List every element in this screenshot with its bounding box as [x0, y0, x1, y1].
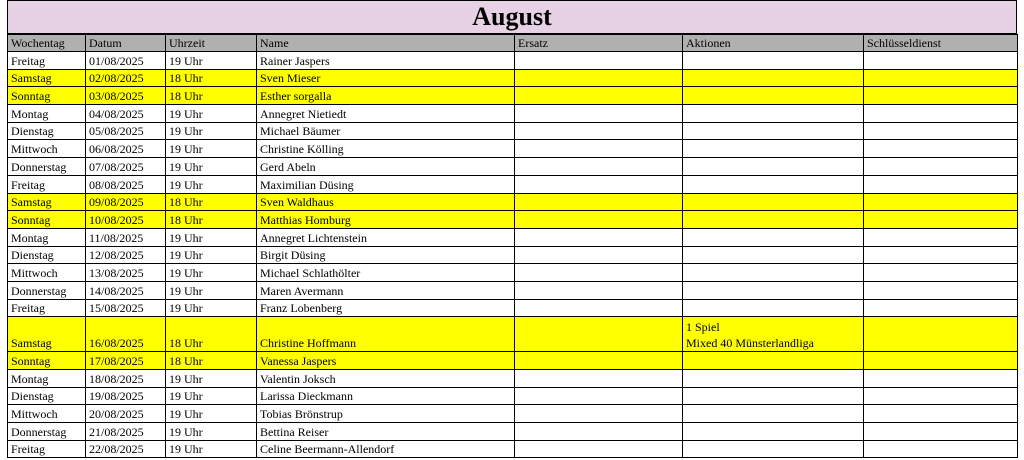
cell-aktionen[interactable] — [683, 264, 864, 282]
cell-name[interactable]: Larissa Dieckmann — [257, 387, 515, 405]
cell-schluesseldienst[interactable] — [864, 317, 1018, 352]
cell-schluesseldienst[interactable] — [864, 211, 1018, 229]
cell-aktionen[interactable] — [683, 405, 864, 423]
cell-datum[interactable]: 13/08/2025 — [86, 264, 166, 282]
cell-wochentag[interactable]: Montag — [8, 228, 86, 246]
cell-aktionen[interactable] — [683, 140, 864, 158]
cell-ersatz[interactable] — [515, 175, 683, 193]
cell-ersatz[interactable] — [515, 317, 683, 352]
table-row — [8, 423, 1018, 441]
cell-name[interactable]: Rainer Jaspers — [257, 52, 515, 70]
table-row — [8, 122, 1018, 140]
cell-ersatz[interactable] — [515, 246, 683, 264]
cell-wochentag[interactable]: Sonntag — [8, 87, 86, 105]
cell-wochentag[interactable]: Mittwoch — [8, 140, 86, 158]
cell-wochentag[interactable]: Freitag — [8, 299, 86, 317]
cell-ersatz[interactable] — [515, 69, 683, 87]
cell-datum[interactable]: 22/08/2025 — [86, 440, 166, 458]
cell-schluesseldienst[interactable] — [864, 352, 1018, 370]
cell-wochentag[interactable]: Samstag — [8, 69, 86, 87]
cell-schluesseldienst[interactable] — [864, 246, 1018, 264]
cell-name[interactable]: Tobias Brönstrup — [257, 405, 515, 423]
cell-ersatz[interactable] — [515, 299, 683, 317]
cell-ersatz[interactable] — [515, 105, 683, 123]
cell-schluesseldienst[interactable] — [864, 158, 1018, 176]
cell-aktionen[interactable] — [683, 211, 864, 229]
cell-name[interactable]: Vanessa Jaspers — [257, 352, 515, 370]
table-row — [8, 370, 1018, 388]
cell-ersatz[interactable] — [515, 387, 683, 405]
cell-aktionen[interactable] — [683, 370, 864, 388]
cell-aktionen[interactable] — [683, 246, 864, 264]
cell-name[interactable]: Michael Bäumer — [257, 122, 515, 140]
cell-aktionen[interactable] — [683, 423, 864, 441]
cell-uhrzeit[interactable]: 18 Uhr — [166, 317, 257, 352]
cell-name[interactable]: Maren Avermann — [257, 281, 515, 299]
header-datum[interactable]: Datum — [86, 35, 166, 52]
table-row — [8, 175, 1018, 193]
cell-wochentag[interactable]: Donnerstag — [8, 423, 86, 441]
cell-uhrzeit[interactable]: 19 Uhr — [166, 370, 257, 388]
cell-schluesseldienst[interactable] — [864, 405, 1018, 423]
cell-name[interactable]: Birgit Düsing — [257, 246, 515, 264]
cell-name[interactable]: Bettina Reiser — [257, 423, 515, 441]
table-row — [8, 140, 1018, 158]
cell-ersatz[interactable] — [515, 281, 683, 299]
cell-uhrzeit[interactable]: 19 Uhr — [166, 158, 257, 176]
table-row — [8, 352, 1018, 370]
cell-schluesseldienst[interactable] — [864, 299, 1018, 317]
cell-ersatz[interactable] — [515, 405, 683, 423]
cell-uhrzeit[interactable]: 19 Uhr — [166, 140, 257, 158]
cell-wochentag[interactable]: Freitag — [8, 440, 86, 458]
table-row — [8, 211, 1018, 229]
cell-datum[interactable]: 03/08/2025 — [86, 87, 166, 105]
cell-uhrzeit[interactable]: 19 Uhr — [166, 175, 257, 193]
table-row — [8, 87, 1018, 105]
cell-datum[interactable]: 01/08/2025 — [86, 52, 166, 70]
cell-wochentag[interactable]: Freitag — [8, 52, 86, 70]
cell-schluesseldienst[interactable] — [864, 140, 1018, 158]
cell-aktionen[interactable] — [683, 352, 864, 370]
cell-schluesseldienst[interactable] — [864, 87, 1018, 105]
cell-name[interactable]: Matthias Homburg — [257, 211, 515, 229]
cell-uhrzeit[interactable]: 18 Uhr — [166, 87, 257, 105]
table-row — [8, 317, 1018, 352]
cell-uhrzeit[interactable]: 19 Uhr — [166, 423, 257, 441]
cell-datum[interactable]: 05/08/2025 — [86, 122, 166, 140]
cell-name[interactable]: Sven Waldhaus — [257, 193, 515, 211]
cell-datum[interactable]: 20/08/2025 — [86, 405, 166, 423]
cell-uhrzeit[interactable]: 18 Uhr — [166, 352, 257, 370]
cell-datum[interactable]: 15/08/2025 — [86, 299, 166, 317]
cell-uhrzeit[interactable]: 19 Uhr — [166, 52, 257, 70]
cell-ersatz[interactable] — [515, 193, 683, 211]
header-wochentag[interactable]: Wochentag — [8, 35, 86, 52]
cell-schluesseldienst[interactable] — [864, 69, 1018, 87]
cell-wochentag[interactable]: Dienstag — [8, 122, 86, 140]
cell-uhrzeit[interactable]: 19 Uhr — [166, 299, 257, 317]
cell-ersatz[interactable] — [515, 228, 683, 246]
cell-uhrzeit[interactable]: 19 Uhr — [166, 440, 257, 458]
header-ersatz[interactable]: Ersatz — [515, 35, 683, 52]
table-row — [8, 52, 1018, 70]
cell-wochentag[interactable]: Mittwoch — [8, 405, 86, 423]
cell-ersatz[interactable] — [515, 52, 683, 70]
schedule-table — [7, 34, 1018, 458]
cell-datum[interactable]: 04/08/2025 — [86, 105, 166, 123]
header-name[interactable]: Name — [257, 35, 515, 52]
cell-ersatz[interactable] — [515, 264, 683, 282]
cell-aktionen[interactable] — [683, 440, 864, 458]
cell-schluesseldienst[interactable] — [864, 122, 1018, 140]
cell-ersatz[interactable] — [515, 122, 683, 140]
cell-datum[interactable]: 02/08/2025 — [86, 69, 166, 87]
header-uhrzeit[interactable]: Uhrzeit — [166, 35, 257, 52]
cell-uhrzeit[interactable]: 19 Uhr — [166, 228, 257, 246]
cell-uhrzeit[interactable]: 18 Uhr — [166, 69, 257, 87]
cell-wochentag[interactable]: Dienstag — [8, 246, 86, 264]
cell-schluesseldienst[interactable] — [864, 52, 1018, 70]
cell-name[interactable]: Christine Hoffmann — [257, 317, 515, 352]
cell-datum[interactable]: 10/08/2025 — [86, 211, 166, 229]
cell-ersatz[interactable] — [515, 158, 683, 176]
cell-schluesseldienst[interactable] — [864, 193, 1018, 211]
aktion-line: Mixed 40 Münsterlandliga — [686, 336, 814, 351]
cell-ersatz[interactable] — [515, 440, 683, 458]
cell-aktionen[interactable] — [683, 387, 864, 405]
header-schluesseldienst[interactable]: Schlüsseldienst — [864, 35, 1018, 52]
schedule-sheet — [7, 0, 1017, 458]
table-row — [8, 69, 1018, 87]
cell-schluesseldienst[interactable] — [864, 264, 1018, 282]
cell-uhrzeit[interactable]: 19 Uhr — [166, 264, 257, 282]
month-title: August — [472, 2, 552, 31]
table-row — [8, 299, 1018, 317]
cell-wochentag[interactable]: Sonntag — [8, 211, 86, 229]
cell-datum[interactable]: 11/08/2025 — [86, 228, 166, 246]
cell-name[interactable]: Valentin Joksch — [257, 370, 515, 388]
cell-schluesseldienst[interactable] — [864, 370, 1018, 388]
cell-datum[interactable]: 06/08/2025 — [86, 140, 166, 158]
cell-ersatz[interactable] — [515, 140, 683, 158]
cell-aktionen[interactable] — [683, 281, 864, 299]
cell-wochentag[interactable]: Samstag — [8, 193, 86, 211]
cell-datum[interactable]: 18/08/2025 — [86, 370, 166, 388]
cell-schluesseldienst[interactable] — [864, 387, 1018, 405]
cell-uhrzeit[interactable]: 19 Uhr — [166, 405, 257, 423]
cell-name[interactable]: Michael Schlathölter — [257, 264, 515, 282]
cell-wochentag[interactable]: Donnerstag — [8, 281, 86, 299]
cell-datum[interactable]: 21/08/2025 — [86, 423, 166, 441]
cell-ersatz[interactable] — [515, 211, 683, 229]
cell-wochentag[interactable]: Samstag — [8, 317, 86, 352]
cell-schluesseldienst[interactable] — [864, 440, 1018, 458]
schedule-body — [8, 52, 1018, 458]
table-row — [8, 440, 1018, 458]
cell-schluesseldienst[interactable] — [864, 228, 1018, 246]
header-aktionen[interactable]: Aktionen — [683, 35, 864, 52]
cell-wochentag[interactable]: Montag — [8, 105, 86, 123]
cell-aktionen[interactable] — [683, 317, 864, 352]
cell-aktionen[interactable] — [683, 52, 864, 70]
cell-schluesseldienst[interactable] — [864, 281, 1018, 299]
table-row — [8, 387, 1018, 405]
cell-ersatz[interactable] — [515, 352, 683, 370]
cell-wochentag[interactable]: Sonntag — [8, 352, 86, 370]
cell-aktionen[interactable] — [683, 87, 864, 105]
cell-aktionen[interactable] — [683, 299, 864, 317]
cell-uhrzeit[interactable]: 18 Uhr — [166, 193, 257, 211]
cell-wochentag[interactable]: Donnerstag — [8, 158, 86, 176]
cell-schluesseldienst[interactable] — [864, 105, 1018, 123]
cell-uhrzeit[interactable]: 19 Uhr — [166, 387, 257, 405]
cell-name[interactable]: Maximilian Düsing — [257, 175, 515, 193]
cell-datum[interactable]: 16/08/2025 — [86, 317, 166, 352]
table-row — [8, 228, 1018, 246]
table-row — [8, 246, 1018, 264]
cell-datum[interactable]: 08/08/2025 — [86, 175, 166, 193]
table-row — [8, 158, 1018, 176]
table-row — [8, 193, 1018, 211]
cell-wochentag[interactable]: Mittwoch — [8, 264, 86, 282]
cell-name[interactable]: Celine Beermann-Allendorf — [257, 440, 515, 458]
cell-aktionen[interactable] — [683, 175, 864, 193]
cell-wochentag[interactable]: Montag — [8, 370, 86, 388]
cell-name[interactable]: Annegret Nietiedt — [257, 105, 515, 123]
cell-uhrzeit[interactable]: 19 Uhr — [166, 105, 257, 123]
cell-ersatz[interactable] — [515, 370, 683, 388]
month-title-bar — [7, 0, 1017, 34]
cell-aktionen[interactable] — [683, 105, 864, 123]
table-row — [8, 281, 1018, 299]
cell-datum[interactable]: 12/08/2025 — [86, 246, 166, 264]
cell-wochentag[interactable]: Freitag — [8, 175, 86, 193]
cell-datum[interactable]: 14/08/2025 — [86, 281, 166, 299]
cell-uhrzeit[interactable]: 19 Uhr — [166, 122, 257, 140]
cell-name[interactable]: Annegret Lichtenstein — [257, 228, 515, 246]
cell-uhrzeit[interactable]: 18 Uhr — [166, 211, 257, 229]
cell-datum[interactable]: 17/08/2025 — [86, 352, 166, 370]
cell-wochentag[interactable]: Dienstag — [8, 387, 86, 405]
cell-uhrzeit[interactable]: 19 Uhr — [166, 281, 257, 299]
cell-datum[interactable]: 19/08/2025 — [86, 387, 166, 405]
cell-aktionen[interactable] — [683, 69, 864, 87]
cell-aktionen[interactable] — [683, 228, 864, 246]
cell-ersatz[interactable] — [515, 87, 683, 105]
cell-name[interactable]: Gerd Abeln — [257, 158, 515, 176]
table-row — [8, 264, 1018, 282]
cell-schluesseldienst[interactable] — [864, 175, 1018, 193]
table-row — [8, 105, 1018, 123]
cell-uhrzeit[interactable]: 19 Uhr — [166, 246, 257, 264]
cell-schluesseldienst[interactable] — [864, 423, 1018, 441]
header-row — [8, 35, 1018, 52]
cell-ersatz[interactable] — [515, 423, 683, 441]
cell-datum[interactable]: 09/08/2025 — [86, 193, 166, 211]
cell-datum[interactable]: 07/08/2025 — [86, 158, 166, 176]
cell-name[interactable]: Franz Lobenberg — [257, 299, 515, 317]
cell-name[interactable]: Sven Mieser — [257, 69, 515, 87]
cell-name[interactable]: Esther sorgalla — [257, 87, 515, 105]
aktion-line: 1 Spiel — [686, 320, 720, 335]
table-row — [8, 405, 1018, 423]
cell-aktionen[interactable] — [683, 122, 864, 140]
cell-aktionen[interactable] — [683, 193, 864, 211]
cell-name[interactable]: Christine Kölling — [257, 140, 515, 158]
cell-aktionen[interactable] — [683, 158, 864, 176]
